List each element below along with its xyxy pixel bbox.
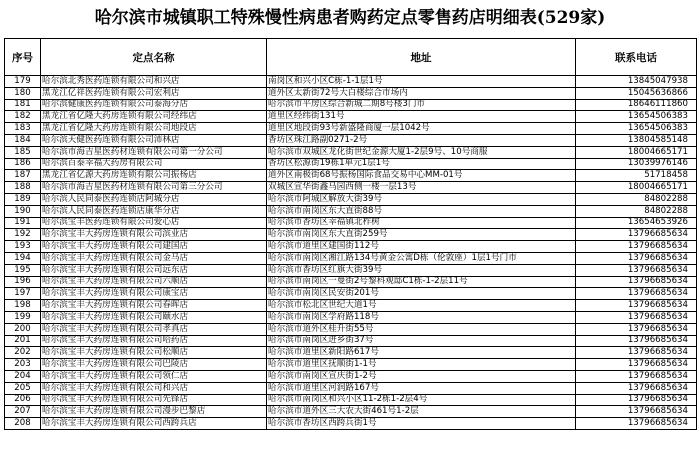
table-row (5, 76, 697, 88)
row-phone: 13796685634 (576, 252, 697, 264)
row-number: 200 (5, 323, 41, 335)
row-name: 哈尔滨宝丰大药房连锁有限公司西跨兵店 (41, 418, 267, 430)
row-address: 南岗区和兴小区C栋-1-1层1号 (267, 76, 576, 88)
row-name: 哈尔滨天健医药连锁有限公司沛林店 (41, 134, 267, 146)
row-phone: 18004665171 (576, 182, 697, 194)
table-row (5, 134, 697, 146)
row-number: 205 (5, 382, 41, 394)
row-address: 哈尔滨市南岗区宣庆街1-2号 (267, 370, 576, 382)
row-name: 哈尔滨健康医药连锁有限公司泰海分店 (41, 99, 267, 111)
row-number: 204 (5, 370, 41, 382)
row-address: 哈尔滨市道里区新阳路617号 (267, 347, 576, 359)
row-address: 哈尔滨市南岗区东大直街88号 (267, 205, 576, 217)
row-name: 哈尔滨人民同泰医药连锁店阿城分店 (41, 193, 267, 205)
table-row (5, 370, 697, 382)
row-name: 哈尔滨宝丰大药房连锁有限公司远东店 (41, 264, 267, 276)
table-row (5, 300, 697, 312)
row-phone: 13796685634 (576, 359, 697, 371)
row-number: 195 (5, 264, 41, 276)
row-address: 哈尔滨市道里区河润路167号 (267, 382, 576, 394)
row-number: 201 (5, 335, 41, 347)
row-number: 198 (5, 300, 41, 312)
row-number: 183 (5, 123, 41, 135)
row-name: 哈尔滨宝丰大药房连锁有限公司康宝店 (41, 288, 267, 300)
row-address: 道里区经纬街131号 (267, 111, 576, 123)
pharmacy-table (4, 38, 697, 430)
row-number: 194 (5, 252, 41, 264)
row-name: 哈尔滨宝丰大药房连锁有限公司漫步巴黎店 (41, 406, 267, 418)
row-phone: 13039976146 (576, 158, 697, 170)
row-phone: 13796685634 (576, 241, 697, 253)
row-address: 哈尔滨市南岗区民安街201号 (267, 288, 576, 300)
table-row (5, 323, 697, 335)
row-phone: 13796685634 (576, 300, 697, 312)
row-phone: 18646111860 (576, 99, 697, 111)
row-name: 哈尔滨宝丰大药房连锁有限公司金马店 (41, 252, 267, 264)
table-row (5, 241, 697, 253)
row-name: 哈尔滨宝丰大药房连锁有限公司先锋店 (41, 394, 267, 406)
row-address: 哈尔滨市道外区三大农大街461号1-2层 (267, 406, 576, 418)
row-name: 黑龙江省亿源大药房连锁有限公司振杨店 (41, 170, 267, 182)
row-number: 179 (5, 76, 41, 88)
row-number: 182 (5, 111, 41, 123)
header-name: 定点名称 (41, 39, 267, 76)
table-row (5, 111, 697, 123)
table-row (5, 99, 697, 111)
header-address: 地址 (267, 39, 576, 76)
table-row (5, 229, 697, 241)
page-title: 哈尔滨市城镇职工特殊慢性病患者购药定点零售药店明细表(529家) (94, 8, 606, 28)
row-address: 哈尔滨市松北区世纪大道1号 (267, 300, 576, 312)
row-name: 哈尔滨宝丰大药房连锁有限公司建国店 (41, 241, 267, 253)
row-name: 哈尔滨宝丰大药房连锁有限公司领仁店 (41, 370, 267, 382)
row-address: 哈尔滨市道里区抚顺街1-1号 (267, 359, 576, 371)
row-phone: 13796685634 (576, 335, 697, 347)
table-header-row (5, 39, 697, 76)
row-number: 202 (5, 347, 41, 359)
row-address: 香坊区松源街19栋1单元1层1号 (267, 158, 576, 170)
row-number: 181 (5, 99, 41, 111)
row-phone: 13654506383 (576, 111, 697, 123)
row-address: 哈尔滨市香坊区红旗大街39号 (267, 264, 576, 276)
row-address: 哈尔滨市道里区建国街112号 (267, 241, 576, 253)
row-address: 哈尔滨市香坊区西跨兵街1号 (267, 418, 576, 430)
row-number: 186 (5, 158, 41, 170)
row-phone: 18004665171 (576, 146, 697, 158)
row-phone: 13654506383 (576, 123, 697, 135)
row-phone: 13804585148 (576, 134, 697, 146)
row-name: 哈尔滨宝丰大药房连锁有限公司哈药店 (41, 335, 267, 347)
table-row (5, 394, 697, 406)
row-name: 哈尔滨人民同泰医药连锁店康华分店 (41, 205, 267, 217)
table-row (5, 87, 697, 99)
table-row (5, 382, 697, 394)
row-name: 哈尔滨宝丰大药房连锁有限公司颐水店 (41, 311, 267, 323)
row-number: 192 (5, 229, 41, 241)
row-address: 哈尔滨市平房区综合新城二期8号楼3门市 (267, 99, 576, 111)
row-address: 道外区太新街72号大白楼综合市场内 (267, 87, 576, 99)
table-row (5, 311, 697, 323)
row-number: 207 (5, 406, 41, 418)
table-row (5, 347, 697, 359)
table-row (5, 252, 697, 264)
row-phone: 13796685634 (576, 323, 697, 335)
table-row (5, 406, 697, 418)
row-number: 206 (5, 394, 41, 406)
row-phone: 15045636866 (576, 87, 697, 99)
row-address: 哈尔滨市双城区龙化街世纪金源大厦1-2层9号、10号商服 (267, 146, 576, 158)
table-row (5, 170, 697, 182)
table-row (5, 288, 697, 300)
header-no: 序号 (5, 39, 41, 76)
row-phone: 13796685634 (576, 276, 697, 288)
table-row (5, 193, 697, 205)
row-number: 199 (5, 311, 41, 323)
row-phone: 13796685634 (576, 264, 697, 276)
row-name: 哈尔滨北秀医药连锁有限公司和兴店 (41, 76, 267, 88)
table-row (5, 158, 697, 170)
row-phone: 84802288 (576, 205, 697, 217)
row-address: 哈尔滨市南岗区学府路118号 (267, 311, 576, 323)
row-phone: 13796685634 (576, 418, 697, 430)
table-row (5, 217, 697, 229)
row-name: 哈尔滨宝丰医药连锁有限公司爱心店 (41, 217, 267, 229)
row-phone: 13796685634 (576, 394, 697, 406)
row-name: 哈尔滨市海吉星医药材连锁有限公司第一分公司 (41, 146, 267, 158)
row-name: 哈尔滨宝丰大药房连锁有限公司六顺店 (41, 276, 267, 288)
row-address: 道外区南极街68号振杨国际食品交易中心MM-01号 (267, 170, 576, 182)
row-address: 哈尔滨市道外区桂升街55号 (267, 323, 576, 335)
table-row (5, 335, 697, 347)
row-name: 哈尔滨宝丰大药房连锁有限公司孝真店 (41, 323, 267, 335)
row-phone: 13796685634 (576, 347, 697, 359)
table-row (5, 418, 697, 430)
row-name: 黑龙江亿祥医药连锁有限公司宏利店 (41, 87, 267, 99)
row-address: 哈尔滨市南岗区东大直街259号 (267, 229, 576, 241)
table-row (5, 146, 697, 158)
table-row (5, 182, 697, 194)
row-number: 208 (5, 418, 41, 430)
row-phone: 13654653926 (576, 217, 697, 229)
row-phone: 13796685634 (576, 370, 697, 382)
row-phone: 13796685634 (576, 288, 697, 300)
row-address: 哈尔滨市阿城区解放大街39号 (267, 193, 576, 205)
row-address: 哈尔滨市南岗区一曼街2号黎科观邸C1栋-1-2层11号 (267, 276, 576, 288)
row-name: 哈尔滨宝丰大药房连锁有限公司巴陵店 (41, 359, 267, 371)
row-number: 197 (5, 288, 41, 300)
row-phone: 13845047938 (576, 76, 697, 88)
table-row (5, 123, 697, 135)
row-name: 哈尔滨百泰幸福大药房有限公司 (41, 158, 267, 170)
row-phone: 13796685634 (576, 311, 697, 323)
row-name: 哈尔滨宝丰大药房连锁有限公司春晖店 (41, 300, 267, 312)
table-row (5, 276, 697, 288)
row-name: 哈尔滨宝丰大药房连锁有限公司和兴店 (41, 382, 267, 394)
row-number: 190 (5, 205, 41, 217)
row-number: 185 (5, 146, 41, 158)
header-phone: 联系电话 (576, 39, 697, 76)
table-row (5, 205, 697, 217)
row-address: 双城区宣华街鑫马园西侧一楼一层13号 (267, 182, 576, 194)
row-number: 180 (5, 87, 41, 99)
row-number: 193 (5, 241, 41, 253)
row-phone: 13796685634 (576, 229, 697, 241)
row-phone: 84802288 (576, 193, 697, 205)
row-address: 道里区地段街93号新盛隆商厦一层1042号 (267, 123, 576, 135)
row-number: 184 (5, 134, 41, 146)
row-number: 188 (5, 182, 41, 194)
row-address: 哈尔滨市南岗区和兴小区11-2栋1-2层4号 (267, 394, 576, 406)
row-number: 203 (5, 359, 41, 371)
row-address: 哈尔滨市南岗区湘江路134号黄金公寓D栋（伦敦座）1层1号门市 (267, 252, 576, 264)
table-row (5, 359, 697, 371)
row-name: 黑龙江省亿隆大药房连锁有限公司经纬店 (41, 111, 267, 123)
row-name: 哈尔滨市海吉星医药材连锁有限公司第三分公司 (41, 182, 267, 194)
row-number: 191 (5, 217, 41, 229)
row-phone: 51718458 (576, 170, 697, 182)
row-name: 黑龙江省亿隆大药房连锁有限公司地段店 (41, 123, 267, 135)
table-row (5, 264, 697, 276)
row-phone: 13796685634 (576, 382, 697, 394)
row-address: 哈尔滨市南岗区进乡街37号 (267, 335, 576, 347)
row-name: 哈尔滨宝丰大药房连锁有限公司松顺店 (41, 347, 267, 359)
row-phone: 13796685634 (576, 406, 697, 418)
row-number: 196 (5, 276, 41, 288)
row-address: 香坊区珠江路副0271-2号 (267, 134, 576, 146)
row-number: 187 (5, 170, 41, 182)
row-number: 189 (5, 193, 41, 205)
row-name: 哈尔滨宝丰大药房连锁有限公司滨业店 (41, 229, 267, 241)
row-address: 哈尔滨市香坊区幸福镇北柞树 (267, 217, 576, 229)
